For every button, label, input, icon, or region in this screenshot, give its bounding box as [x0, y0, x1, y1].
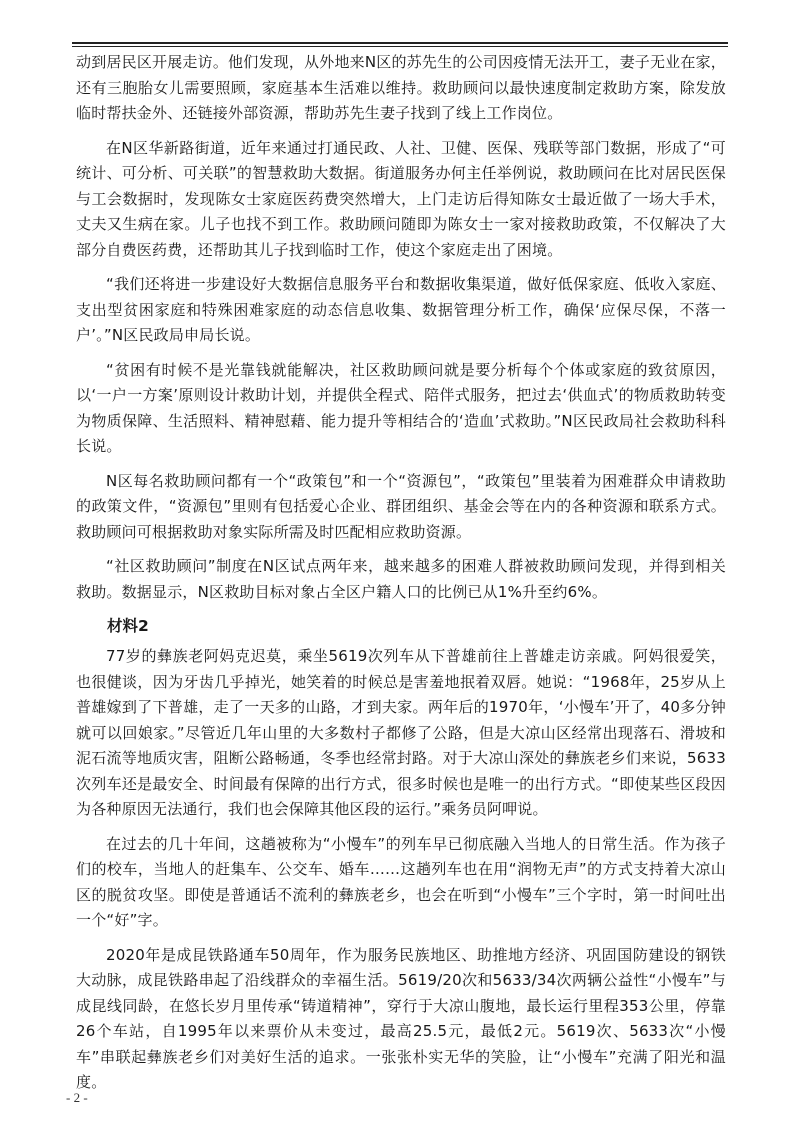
- paragraph: “贫困有时候不是光靠钱就能解决，社区救助顾问就是要分析每个个体或家庭的致贫原因，以‘一户一方案’原则设计救助计划，并提供全程式、陪伴式服务，把过去‘供血式’的物质救助转变为物质保障、生活照料、精神慰藉、能力提升等相结合的‘造血’式救助。”N区民政局社会救助科科长说。: [76, 360, 726, 455]
- document-body: [76, 50, 726, 1105]
- paragraph: N区每名救助顾问都有一个“政策包”和一个“资源包”，“政策包”里装着为困难群众申请救助的政策文件，“资源包”里则有包括爱心企业、群团组织、基金会等在内的各种资源和联系方式。救助顾问可根据救助对象实际所需及时匹配相应救助资源。: [76, 471, 726, 541]
- paragraph: 在过去的几十年间，这趟被称为“小慢车”的列车早已彻底融入当地人的日常生活。作为孩子们的校车，当地人的赶集车、公交车、婚车……这趟列车也在用“润物无声”的方式支持着大凉山区的脱贫攻坚。即使是普通话不流利的彝族老乡，也会在听到“小慢车”三个字时，第一时间吐出一个“好”字。: [76, 834, 726, 929]
- page-number: - 2 -: [66, 1090, 88, 1105]
- paragraph: “社区救助顾问”制度在N区试点两年来，越来越多的困难人群被救助顾问发现，并得到相关救助。数据显示，N区救助目标对象占全区户籍人口的比例已从1%升至约6%。: [76, 557, 726, 601]
- paragraph: 动到居民区开展走访。他们发现，从外地来N区的苏先生的公司因疫情无法开工，妻子无业在家，还有三胞胎女儿需要照顾，家庭基本生活难以维持。救助顾问以最快速度制定救助方案，除发放临时帮扶金外、还链接外部资源，帮助苏先生妻子找到了线上工作岗位。: [76, 53, 726, 122]
- header-rule: [72, 42, 728, 44]
- paragraph: 在N区华新路街道，近年来通过打通民政、人社、卫健、医保、残联等部门数据，形成了“可统计、可分析、可关联”的智慧救助大数据。街道服务办何主任举例说，救助顾问在比对居民医保与工会数据时，发现陈女士家庭医药费突然增大，上门走访后得知陈女士最近做了一场大手术，丈夫又生病在家。儿子也找不到工作。救助顾问随即为陈女士一家对接救助政策，不仅解决了大部分自费医药费，还帮助其儿子找到临时工作，使这个家庭走出了困境。: [76, 138, 726, 259]
- paragraph: “我们还将进一步建设好大数据信息服务平台和数据收集渠道，做好低保家庭、低收入家庭、支出型贫困家庭和特殊困难家庭的动态信息收集、数据管理分析工作，确保‘应保尽保，不落一户’。”N区民政局申局长说。: [76, 275, 726, 344]
- paragraph: 2020年是成昆铁路通车50周年，作为服务民族地区、助推地方经济、巩固国防建设的钢铁大动脉，成昆铁路串起了沿线群众的幸福生活。5619/20次和5633/34次两辆公益性“小慢车”与成昆线同龄，在悠长岁月里传承“铸道精神”，穿行于大凉山腹地，最长运行里程353公里，停靠26个车站，自1995年以来票价从未变过，最高25.5元，最低2元。5619次、5633次“小慢车”串联起彝族老乡们对美好生活的追求。一张张朴实无华的笑脸，让“小慢车”充满了阳光和温度。: [76, 945, 726, 1091]
- paragraph: 77岁的彝族老阿妈克迟莫，乘坐5619次列车从下普雄前往上普雄走访亲戚。阿妈很爱笑，也很健谈，因为牙齿几乎掉光，她笑着的时候总是害羞地抿着双唇。她说：“1968年，25岁从上普雄嫁到了下普雄，走了一天多的山路，才到夫家。两年后的1970年，‘小慢车’开了，40多分钟就可以回娘家。”尽管近几年山里的大多数村子都修了公路，但是大凉山区经常出现落石、滑坡和泥石流等地质灾害，阻断公路畅通，冬季也经常封路。对于大凉山深处的彝族老乡们来说，5633次列车还是最安全、时间最有保障的出行方式，很多时候也是唯一的出行方式。“即使某些区段因为各种原因无法通行，我们也会保障其他区段的运行。”乘务员阿呷说。: [76, 647, 726, 818]
- section-title: 材料2: [107, 617, 149, 635]
- header-rule-thin: [72, 46, 728, 47]
